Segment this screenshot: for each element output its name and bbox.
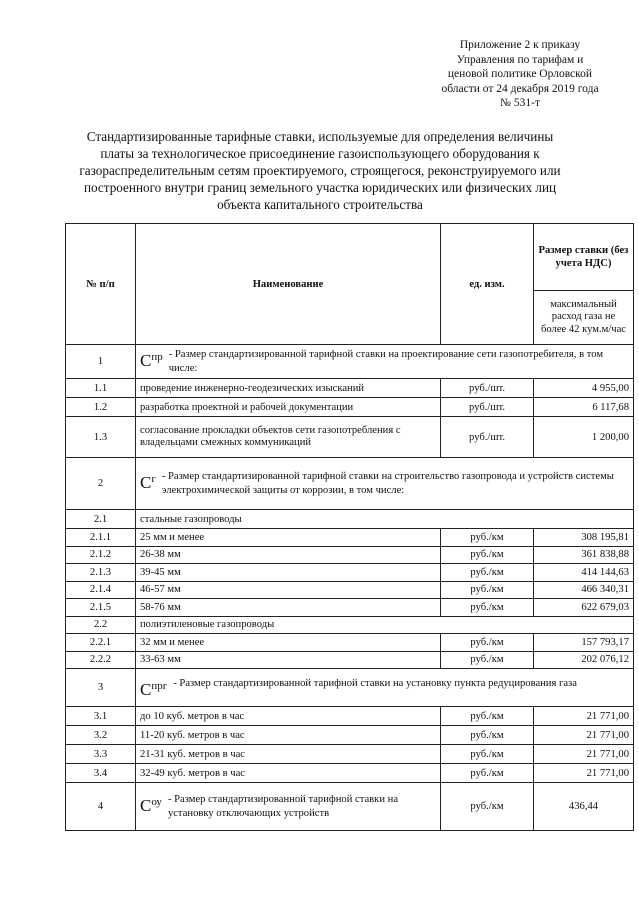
row-num: 1.3 xyxy=(66,417,136,458)
table-row xyxy=(66,726,634,745)
rate-symbol: $C^{прг}$ xyxy=(140,679,168,699)
section-row xyxy=(66,345,634,379)
row-unit: руб./км xyxy=(441,546,534,564)
header-size: Размер ставки (без учета НДС) xyxy=(534,224,634,291)
row-unit: руб./шт. xyxy=(441,398,534,417)
table-row xyxy=(66,764,634,783)
section-num: 3 xyxy=(66,669,136,707)
tariff-table xyxy=(65,223,634,831)
group-num: 2.1 xyxy=(66,510,136,529)
section-num: 1 xyxy=(66,345,136,379)
group-row xyxy=(66,616,634,634)
group-name: стальные газопроводы xyxy=(136,510,634,529)
row-num: 3.4 xyxy=(66,764,136,783)
row-name: 11-20 куб. метров в час xyxy=(136,726,441,745)
group-name: полиэтиленовые газопроводы xyxy=(136,616,634,634)
row-num: 2.1.2 xyxy=(66,546,136,564)
row-name: 25 мм и менее xyxy=(136,529,441,547)
row-value: 21 771,00 xyxy=(534,764,634,783)
row-name: проведение инженерно-геодезических изысканий xyxy=(136,379,441,398)
title-line: платы за технологическое присоединение газоиспользующего оборудования к xyxy=(100,146,540,161)
row-value: 6 117,68 xyxy=(534,398,634,417)
document-title xyxy=(65,128,575,213)
row-num: 3.3 xyxy=(66,745,136,764)
section-description xyxy=(136,458,634,510)
appendix-line: области от 24 декабря 2019 года xyxy=(441,82,599,95)
table-row xyxy=(66,651,634,669)
row-num: 3.2 xyxy=(66,726,136,745)
row-value: 436,44 xyxy=(534,783,634,831)
row-num: 2.1.5 xyxy=(66,599,136,617)
row-unit: руб./км xyxy=(441,745,534,764)
appendix-line: № 531-т xyxy=(500,97,540,109)
row-name: 33-63 мм xyxy=(136,651,441,669)
row-value: 157 793,17 xyxy=(534,634,634,652)
table-row xyxy=(66,546,634,564)
table-row xyxy=(66,379,634,398)
row-unit: руб./км xyxy=(441,783,534,831)
row-name: до 10 куб. метров в час xyxy=(136,707,441,726)
title-line: объекта капитального строительства xyxy=(217,197,423,212)
row-name: 39-45 мм xyxy=(136,564,441,582)
row-value: 21 771,00 xyxy=(534,745,634,764)
appendix-line: ценовой политике Орловской xyxy=(447,68,593,80)
row-name: разработка проектной и рабочей документации xyxy=(136,398,441,417)
row-unit: руб./км xyxy=(441,581,534,599)
row-value: 622 679,03 xyxy=(534,599,634,617)
row-value: 202 076,12 xyxy=(534,651,634,669)
row-num: 3.1 xyxy=(66,707,136,726)
row-unit: руб./км xyxy=(441,634,534,652)
row-num: 2.1.1 xyxy=(66,529,136,547)
appendix-line: Управления по тарифам и xyxy=(456,53,584,66)
section-row xyxy=(66,458,634,510)
group-row xyxy=(66,510,634,529)
row-name: 26-38 мм xyxy=(136,546,441,564)
table-row xyxy=(66,599,634,617)
section-row xyxy=(66,669,634,707)
title-line: газораспределительным сетям проектируемого, строящегося, реконструируемого или xyxy=(79,163,561,178)
row-unit: руб./шт. xyxy=(441,379,534,398)
row-value: 21 771,00 xyxy=(534,707,634,726)
row-num: 1.1 xyxy=(66,379,136,398)
header-name: Наименование xyxy=(136,224,441,345)
appendix-line: Приложение 2 к приказу xyxy=(459,39,581,51)
appendix-header xyxy=(430,38,610,111)
section-description xyxy=(136,783,441,831)
row-value: 1 200,00 xyxy=(534,417,634,458)
row-unit: руб./км xyxy=(441,564,534,582)
rate-symbol: $C^{пр}$ xyxy=(140,351,163,370)
table-row xyxy=(66,529,634,547)
table-row xyxy=(66,707,634,726)
section-text: - Размер стандартизированной тарифной ставки на установку отключающих устройств xyxy=(167,794,399,819)
table-row xyxy=(66,581,634,599)
row-num: 2.1.4 xyxy=(66,581,136,599)
table-row xyxy=(66,564,634,582)
row-unit: руб./км xyxy=(441,599,534,617)
title-line: построенного внутри границ земельного участка юридических или физических лиц xyxy=(83,180,557,195)
section-num: 4 xyxy=(66,783,136,831)
row-value: 466 340,31 xyxy=(534,581,634,599)
section-num: 2 xyxy=(66,458,136,510)
row-unit: руб./км xyxy=(441,726,534,745)
header-unit: ед. изм. xyxy=(441,224,534,345)
header-num: № п/п xyxy=(66,224,136,345)
row-num: 1.2 xyxy=(66,398,136,417)
table-row xyxy=(66,398,634,417)
row-name: согласование прокладки объектов сети газопотребления с владельцами смежных коммуникаций xyxy=(136,417,441,458)
row-name: 32-49 куб. метров в час xyxy=(136,764,441,783)
row-unit: руб./км xyxy=(441,764,534,783)
row-unit: руб./км xyxy=(441,707,534,726)
row-num: 2.2.1 xyxy=(66,634,136,652)
table-row xyxy=(66,417,634,458)
row-name: 21-31 куб. метров в час xyxy=(136,745,441,764)
row-value: 414 144,63 xyxy=(534,564,634,582)
header-size-subtitle: максимальный расход газа не более 42 кум.м/час xyxy=(534,291,634,345)
rate-symbol: $C^г$ xyxy=(140,473,156,492)
section-description xyxy=(136,669,634,707)
row-unit: руб./км xyxy=(441,529,534,547)
section-text: - Размер стандартизированной тарифной ставки на строительство газопровода и устройств системы электрохимической защиты от коррозии, в том числе: xyxy=(161,471,614,496)
row-name: 32 мм и менее xyxy=(136,634,441,652)
row-value: 308 195,81 xyxy=(534,529,634,547)
row-value: 21 771,00 xyxy=(534,726,634,745)
row-unit: руб./шт. xyxy=(441,417,534,458)
row-value: 361 838,88 xyxy=(534,546,634,564)
row-value: 4 955,00 xyxy=(534,379,634,398)
row-num: 2.2.2 xyxy=(66,651,136,669)
section-row xyxy=(66,783,634,831)
section-text: - Размер стандартизированной тарифной ставки на установку пункта редуцирования газа xyxy=(173,677,577,689)
table-row xyxy=(66,634,634,652)
group-num: 2.2 xyxy=(66,616,136,634)
row-name: 46-57 мм xyxy=(136,581,441,599)
rate-symbol: $C^{оу}$ xyxy=(140,796,162,815)
section-text: - Размер стандартизированной тарифной ставки на проектирование сети газопотребителя, в том числе: xyxy=(168,349,604,374)
row-name: 58-76 мм xyxy=(136,599,441,617)
row-num: 2.1.3 xyxy=(66,564,136,582)
row-unit: руб./км xyxy=(441,651,534,669)
table-row xyxy=(66,745,634,764)
section-description xyxy=(136,345,634,379)
title-line: Стандартизированные тарифные ставки, используемые для определения величины xyxy=(86,129,554,144)
